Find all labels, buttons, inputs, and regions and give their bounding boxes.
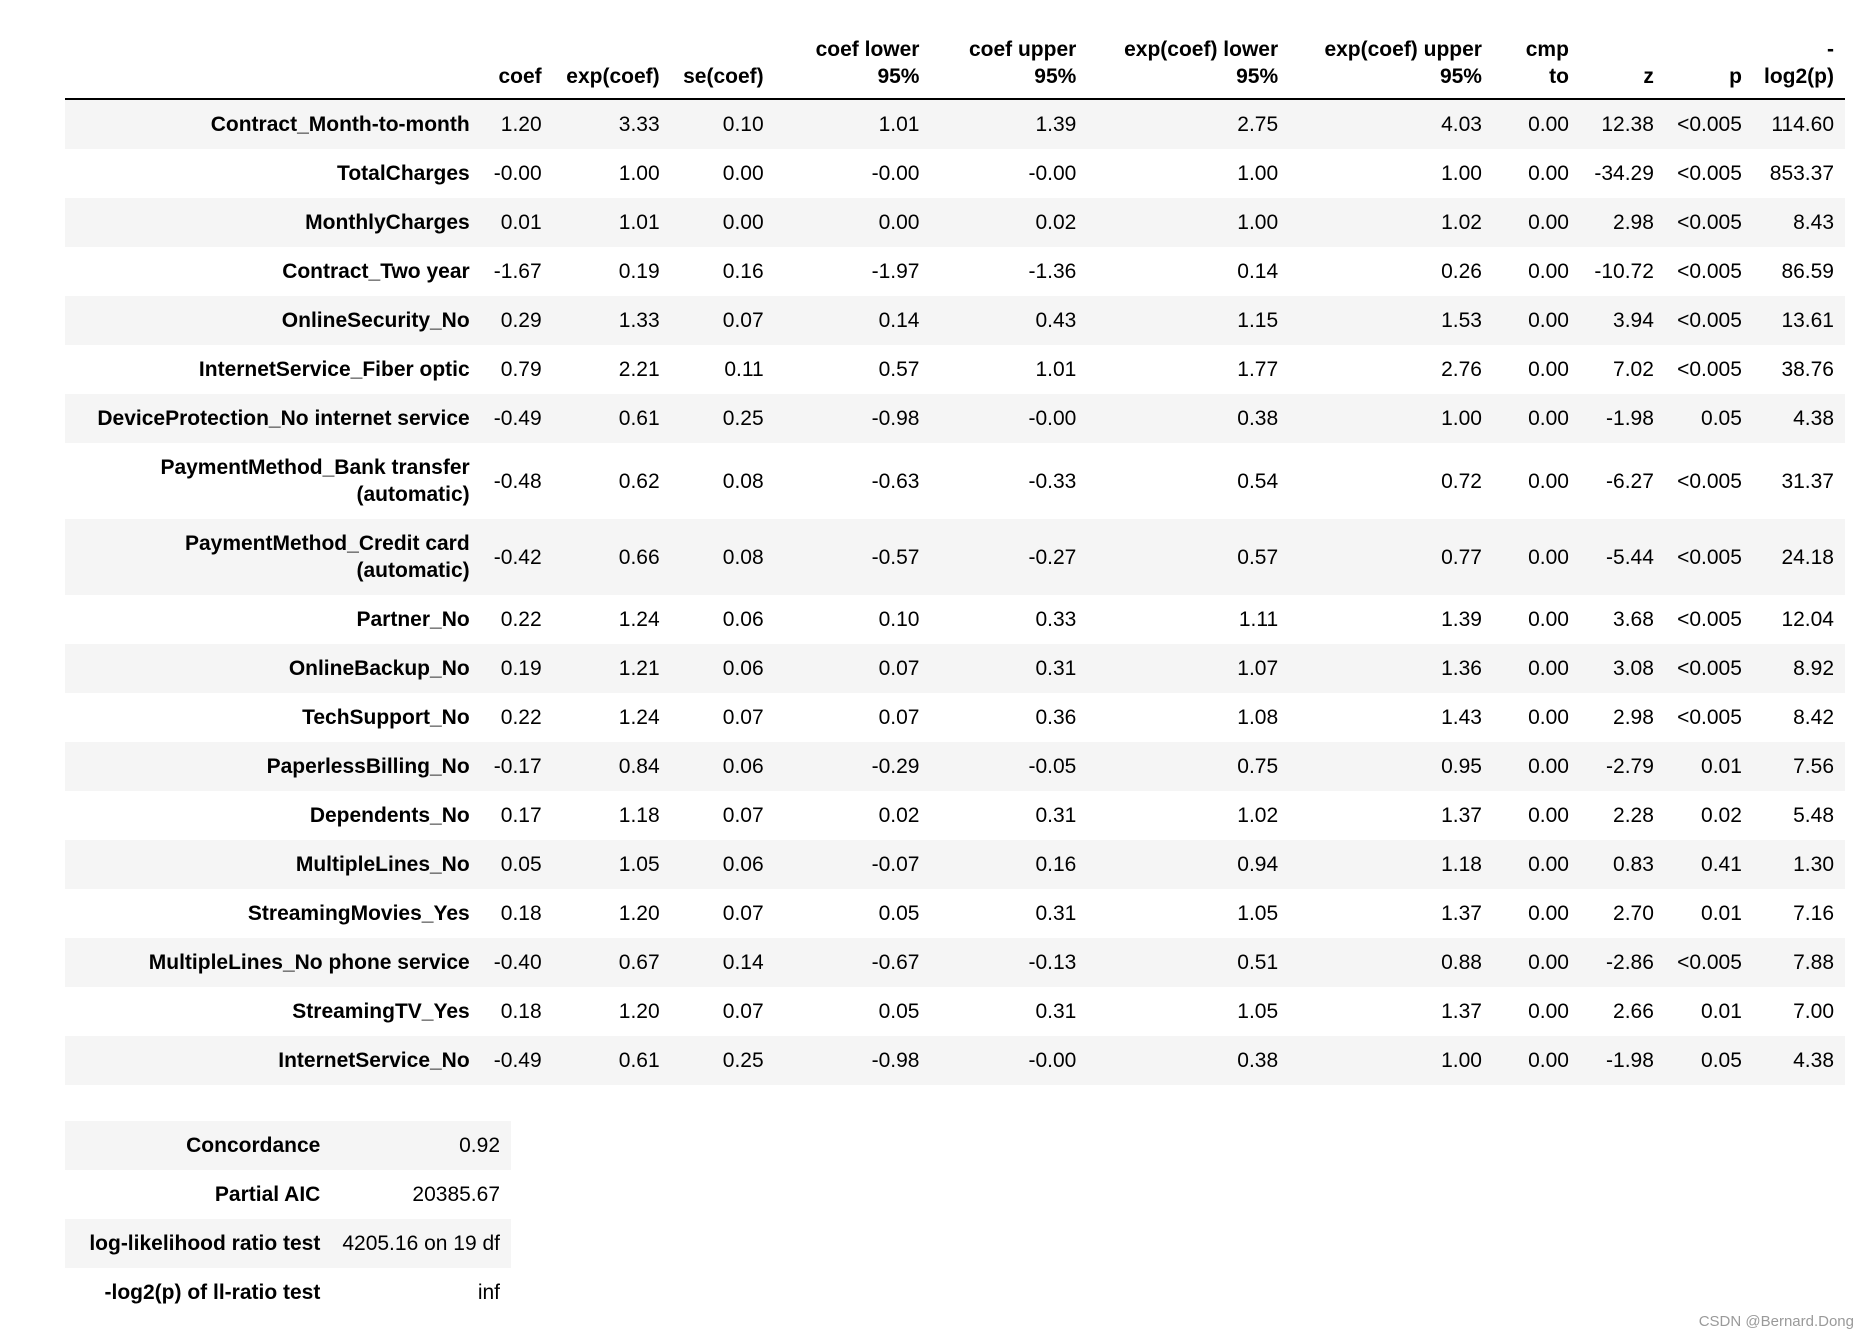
coef-lower-cell: -0.98 <box>871 1049 920 1072</box>
z-header: z <box>1643 65 1654 88</box>
exp-coef-upper-cell: 2.76 <box>1441 358 1482 381</box>
z-cell: 3.68 <box>1613 608 1654 631</box>
covariate-name: Dependents_No <box>309 804 470 827</box>
se-coef-cell: 0.07 <box>722 309 764 332</box>
coef-cell: -1.67 <box>493 260 542 283</box>
p-cell: <0.005 <box>1677 211 1742 234</box>
table-row <box>65 443 1845 519</box>
z-cell: -10.72 <box>1594 260 1654 283</box>
cmp-to-cell: 0.00 <box>1528 804 1569 827</box>
coef-upper-cell: -0.00 <box>1028 1049 1077 1072</box>
se-coef-cell: 0.07 <box>722 902 764 925</box>
exp-coef-lower-cell: 0.51 <box>1237 951 1279 974</box>
coef-cell: 0.79 <box>500 358 542 381</box>
covariate-name: OnlineBackup_No <box>288 657 470 680</box>
table-row <box>65 247 1845 296</box>
exp-coef-cell: 1.21 <box>618 657 660 680</box>
coef-cell: -0.49 <box>493 1049 542 1072</box>
exp-coef-upper-cell: 1.37 <box>1441 902 1482 925</box>
coef-lower-cell: -0.07 <box>871 853 920 876</box>
neg-log2-p-cell: 5.48 <box>1793 804 1834 827</box>
exp-coef-upper-cell: 0.88 <box>1441 951 1482 974</box>
coef-cell: 0.22 <box>500 608 542 631</box>
exp-coef-upper-cell: 1.18 <box>1441 853 1482 876</box>
coef-lower-cell: 0.10 <box>878 608 920 631</box>
exp-coef-cell: 3.33 <box>618 113 660 136</box>
cmp-to-cell: 0.00 <box>1528 853 1569 876</box>
se-coef-cell: 0.11 <box>724 358 764 381</box>
table-row <box>65 693 1845 742</box>
coef-lower-cell: -0.67 <box>871 951 920 974</box>
se-coef-cell: 0.06 <box>722 657 764 680</box>
coef-upper-cell: 0.36 <box>1035 706 1077 729</box>
summary-label: Partial AIC <box>214 1182 321 1206</box>
covariate-name: Contract_Two year <box>282 260 470 283</box>
p-cell: <0.005 <box>1677 358 1742 381</box>
summary-value: inf <box>477 1280 500 1304</box>
exp-coef-lower-cell: 1.02 <box>1237 804 1279 827</box>
covariate-name: PaperlessBilling_No <box>266 755 470 778</box>
z-cell: -6.27 <box>1606 469 1654 493</box>
se-coef-cell: 0.06 <box>722 608 764 631</box>
covariate-name: DeviceProtection_No internet service <box>97 407 470 430</box>
neg-log2-p-cell: 853.37 <box>1769 162 1834 185</box>
z-cell: -5.44 <box>1606 545 1654 569</box>
table-header-row <box>65 36 1845 99</box>
p-cell: <0.005 <box>1677 260 1742 283</box>
z-cell: -34.29 <box>1594 162 1654 185</box>
summary-row <box>65 1121 511 1170</box>
coef-upper-95-header: coef upper 95% <box>968 38 1077 88</box>
table-row <box>65 889 1845 938</box>
table-row <box>65 296 1845 345</box>
coef-cell: -0.40 <box>493 951 542 974</box>
coef-cell: 0.18 <box>500 902 542 925</box>
exp-coef-lower-cell: 1.00 <box>1237 211 1279 234</box>
coef-cell: 0.29 <box>500 309 542 332</box>
p-cell: <0.005 <box>1677 309 1742 332</box>
coef-cell: 0.17 <box>500 804 542 827</box>
p-cell: <0.005 <box>1677 608 1742 631</box>
covariate-name: InternetService_Fiber optic <box>198 358 470 381</box>
summary-value: 0.92 <box>459 1133 500 1157</box>
summary-row <box>65 1219 511 1268</box>
p-cell: <0.005 <box>1677 162 1742 185</box>
p-cell: 0.01 <box>1701 755 1742 778</box>
neg-log2-p-cell: 12.04 <box>1781 608 1834 631</box>
coef-upper-cell: 1.39 <box>1035 113 1077 136</box>
cmp-to-cell: 0.00 <box>1528 407 1569 430</box>
coef-cell: 0.22 <box>500 706 542 729</box>
table-row <box>65 742 1845 791</box>
cmp-to-cell: 0.00 <box>1528 755 1569 778</box>
exp-coef-cell: 1.20 <box>618 1000 660 1023</box>
coef-cell: -0.49 <box>493 407 542 430</box>
exp-coef-lower-cell: 1.11 <box>1238 608 1279 631</box>
p-cell: <0.005 <box>1677 951 1742 974</box>
se-coef-cell: 0.07 <box>722 804 764 827</box>
covariate-name: TechSupport_No <box>302 706 470 729</box>
p-header: p <box>1729 65 1742 88</box>
se-coef-cell: 0.07 <box>722 1000 764 1023</box>
covariate-name: InternetService_No <box>278 1049 470 1072</box>
exp-coef-header: exp(coef) <box>566 65 660 88</box>
exp-coef-cell: 1.20 <box>618 902 660 925</box>
se-coef-cell: 0.16 <box>722 260 764 283</box>
coef-lower-cell: 0.57 <box>878 358 920 381</box>
table-row <box>65 345 1845 394</box>
exp-coef-lower-cell: 1.77 <box>1237 358 1279 381</box>
summary-body <box>65 1121 511 1317</box>
exp-coef-cell: 0.84 <box>618 755 660 778</box>
exp-coef-upper-cell: 1.02 <box>1441 211 1482 234</box>
p-cell: <0.005 <box>1677 657 1742 680</box>
coef-lower-cell: -0.63 <box>871 469 920 493</box>
z-cell: 3.94 <box>1613 309 1654 332</box>
table-row <box>65 99 1845 149</box>
coef-lower-cell: 0.07 <box>878 657 920 680</box>
table-body <box>65 99 1845 1085</box>
summary-value: 20385.67 <box>412 1182 500 1206</box>
cmp-to-cell: 0.00 <box>1528 162 1569 185</box>
coef-upper-cell: 0.43 <box>1035 309 1077 332</box>
exp-coef-cell: 1.24 <box>618 706 660 729</box>
p-cell: <0.005 <box>1677 113 1742 136</box>
exp-coef-cell: 0.62 <box>618 469 660 493</box>
exp-coef-cell: 1.05 <box>618 853 660 876</box>
table-row <box>65 519 1845 595</box>
table-row <box>65 595 1845 644</box>
covariate-name: TotalCharges <box>337 162 470 185</box>
cmp-to-cell: 0.00 <box>1528 211 1569 234</box>
coef-upper-cell: -0.00 <box>1028 407 1077 430</box>
z-cell: -1.98 <box>1606 1049 1654 1072</box>
coef-upper-cell: 0.31 <box>1035 902 1077 925</box>
coef-lower-cell: -0.29 <box>871 755 920 778</box>
se-coef-cell: 0.00 <box>722 211 764 234</box>
exp-coef-lower-cell: 0.57 <box>1237 545 1279 569</box>
z-cell: 0.83 <box>1613 853 1654 876</box>
cmp-to-cell: 0.00 <box>1528 545 1569 569</box>
neg-log2-p-cell: 1.30 <box>1793 853 1834 876</box>
z-cell: 3.08 <box>1613 657 1654 680</box>
cmp-to-cell: 0.00 <box>1528 951 1569 974</box>
coef-upper-cell: -0.27 <box>1028 545 1077 569</box>
neg-log2-p-cell: 4.38 <box>1793 407 1834 430</box>
coef-upper-cell: 0.31 <box>1035 804 1077 827</box>
exp-coef-lower-cell: 1.08 <box>1237 706 1279 729</box>
cmp-to-cell: 0.00 <box>1528 902 1569 925</box>
se-coef-cell: 0.25 <box>722 1049 764 1072</box>
exp-coef-cell: 0.19 <box>618 260 660 283</box>
exp-coef-cell: 1.01 <box>618 211 660 234</box>
exp-coef-cell: 0.61 <box>618 407 660 430</box>
exp-coef-cell: 0.66 <box>618 545 660 569</box>
exp-coef-upper-cell: 0.77 <box>1441 545 1482 569</box>
exp-coef-upper-cell: 0.26 <box>1441 260 1482 283</box>
model-summary-table <box>65 1121 511 1317</box>
z-cell: 2.70 <box>1613 902 1654 925</box>
covariate-name: Partner_No <box>356 608 470 631</box>
p-cell: 0.41 <box>1701 853 1742 876</box>
se-coef-cell: 0.25 <box>722 407 764 430</box>
exp-coef-lower-cell: 1.05 <box>1237 1000 1279 1023</box>
coef-upper-cell: 0.31 <box>1035 1000 1077 1023</box>
covariate-name: MonthlyCharges <box>305 211 470 234</box>
exp-coef-upper-cell: 4.03 <box>1441 113 1482 136</box>
se-coef-cell: 0.14 <box>722 951 764 974</box>
z-cell: 2.98 <box>1613 211 1654 234</box>
neg-log2-p-cell: 38.76 <box>1781 358 1834 381</box>
coef-cell: -0.00 <box>493 162 542 185</box>
exp-coef-lower-cell: 0.14 <box>1237 260 1279 283</box>
exp-coef-upper-cell: 0.95 <box>1441 755 1482 778</box>
coef-lower-cell: 1.01 <box>878 113 920 136</box>
exp-coef-lower-cell: 0.75 <box>1237 755 1279 778</box>
neg-log2-p-header: - log2(p) <box>1764 38 1834 88</box>
exp-coef-cell: 1.33 <box>618 309 660 332</box>
coef-cell: -0.48 <box>493 469 542 493</box>
cmp-to-cell: 0.00 <box>1528 113 1569 136</box>
neg-log2-p-cell: 7.00 <box>1793 1000 1834 1023</box>
z-cell: -1.98 <box>1606 407 1654 430</box>
exp-coef-upper-cell: 1.39 <box>1441 608 1482 631</box>
summary-row <box>65 1268 511 1317</box>
exp-coef-lower-cell: 0.54 <box>1237 469 1279 493</box>
neg-log2-p-cell: 8.92 <box>1793 657 1834 680</box>
cox-model-coefficients-table <box>65 36 1845 1085</box>
coef-lower-cell: 0.14 <box>878 309 920 332</box>
table-row <box>65 644 1845 693</box>
exp-coef-lower-cell: 1.00 <box>1237 162 1279 185</box>
exp-coef-cell: 1.24 <box>618 608 660 631</box>
summary-label: -log2(p) of ll-ratio test <box>104 1280 321 1304</box>
coef-upper-cell: 0.31 <box>1035 657 1077 680</box>
p-cell: <0.005 <box>1677 469 1742 493</box>
table-row <box>65 840 1845 889</box>
exp-coef-cell: 0.67 <box>618 951 660 974</box>
covariate-name: StreamingTV_Yes <box>292 1000 470 1023</box>
covariate-name: PaymentMethod_Bank transfer (automatic) <box>160 456 470 506</box>
coef-cell: -0.17 <box>493 755 542 778</box>
coef-upper-cell: -0.13 <box>1028 951 1077 974</box>
table-row <box>65 938 1845 987</box>
coef-upper-cell: -0.05 <box>1028 755 1077 778</box>
exp-coef-lower-95-header: exp(coef) lower 95% <box>1124 38 1279 88</box>
exp-coef-upper-95-header: exp(coef) upper 95% <box>1324 38 1482 88</box>
coef-upper-cell: -1.36 <box>1028 260 1077 283</box>
exp-coef-cell: 0.61 <box>618 1049 660 1072</box>
se-coef-cell: 0.07 <box>722 706 764 729</box>
neg-log2-p-cell: 24.18 <box>1781 545 1834 569</box>
summary-label: Concordance <box>186 1133 321 1157</box>
neg-log2-p-cell: 7.16 <box>1793 902 1834 925</box>
se-coef-cell: 0.00 <box>722 162 764 185</box>
se-coef-cell: 0.06 <box>722 853 764 876</box>
neg-log2-p-cell: 114.60 <box>1771 113 1834 136</box>
exp-coef-lower-cell: 1.05 <box>1237 902 1279 925</box>
neg-log2-p-cell: 7.56 <box>1793 755 1834 778</box>
se-coef-cell: 0.10 <box>722 113 764 136</box>
exp-coef-cell: 2.21 <box>618 358 660 381</box>
table-row <box>65 198 1845 247</box>
coef-lower-cell: -0.00 <box>871 162 920 185</box>
covariate-header <box>65 36 481 99</box>
z-cell: 2.98 <box>1613 706 1654 729</box>
exp-coef-upper-cell: 1.00 <box>1441 407 1482 430</box>
cmp-to-cell: 0.00 <box>1528 706 1569 729</box>
p-cell: 0.05 <box>1701 1049 1742 1072</box>
coef-cell: 0.19 <box>500 657 542 680</box>
z-cell: 2.28 <box>1613 804 1654 827</box>
coef-upper-cell: 0.02 <box>1035 211 1077 234</box>
covariate-name: MultipleLines_No <box>295 853 470 876</box>
coef-lower-cell: 0.05 <box>878 1000 920 1023</box>
se-coef-cell: 0.08 <box>722 469 764 493</box>
exp-coef-lower-cell: 0.94 <box>1237 853 1279 876</box>
table-row <box>65 1036 1845 1085</box>
neg-log2-p-cell: 86.59 <box>1781 260 1834 283</box>
summary-value: 4205.16 on 19 df <box>342 1231 500 1255</box>
table-row <box>65 394 1845 443</box>
exp-coef-upper-cell: 1.43 <box>1441 706 1482 729</box>
table-row <box>65 791 1845 840</box>
coef-upper-cell: -0.00 <box>1028 162 1077 185</box>
neg-log2-p-cell: 8.43 <box>1793 211 1834 234</box>
p-cell: 0.01 <box>1701 902 1742 925</box>
p-cell: <0.005 <box>1677 706 1742 729</box>
covariate-name: Contract_Month-to-month <box>210 113 470 136</box>
z-cell: -2.86 <box>1606 951 1654 974</box>
covariate-name: OnlineSecurity_No <box>281 309 470 332</box>
cmp-to-cell: 0.00 <box>1528 358 1569 381</box>
cmp-to-cell: 0.00 <box>1528 309 1569 332</box>
cmp-to-cell: 0.00 <box>1528 657 1569 680</box>
coef-lower-cell: -0.98 <box>871 407 920 430</box>
covariate-name: PaymentMethod_Credit card (automatic) <box>184 532 470 582</box>
p-cell: 0.02 <box>1701 804 1742 827</box>
z-cell: 7.02 <box>1613 358 1654 381</box>
exp-coef-upper-cell: 1.37 <box>1441 1000 1482 1023</box>
exp-coef-cell: 1.18 <box>618 804 660 827</box>
coef-cell: 0.05 <box>500 853 542 876</box>
coef-lower-cell: 0.02 <box>878 804 920 827</box>
coef-lower-cell: 0.00 <box>878 211 920 234</box>
exp-coef-lower-cell: 1.07 <box>1237 657 1279 680</box>
cmp-to-cell: 0.00 <box>1528 469 1569 493</box>
covariate-name: StreamingMovies_Yes <box>247 902 470 925</box>
p-cell: 0.05 <box>1701 407 1742 430</box>
se-coef-header: se(coef) <box>683 65 764 88</box>
coef-cell: 0.01 <box>500 211 542 234</box>
neg-log2-p-cell: 8.42 <box>1793 706 1834 729</box>
coef-cell: 0.18 <box>500 1000 542 1023</box>
summary-row <box>65 1170 511 1219</box>
coef-lower-cell: -0.57 <box>871 545 920 569</box>
exp-coef-upper-cell: 0.72 <box>1441 469 1482 493</box>
neg-log2-p-cell: 13.61 <box>1781 309 1834 332</box>
cmp-to-cell: 0.00 <box>1528 260 1569 283</box>
exp-coef-lower-cell: 1.15 <box>1237 309 1279 332</box>
watermark: CSDN @Bernard.Dong <box>1698 1313 1854 1330</box>
exp-coef-upper-cell: 1.36 <box>1441 657 1482 680</box>
exp-coef-upper-cell: 1.53 <box>1441 309 1482 332</box>
exp-coef-lower-cell: 2.75 <box>1237 113 1279 136</box>
coef-upper-cell: -0.33 <box>1028 469 1077 493</box>
cmp-to-cell: 0.00 <box>1528 608 1569 631</box>
coef-header: coef <box>498 65 542 88</box>
cmp-to-cell: 0.00 <box>1528 1049 1569 1072</box>
table-row <box>65 149 1845 198</box>
coef-upper-cell: 1.01 <box>1035 358 1077 381</box>
exp-coef-upper-cell: 1.00 <box>1441 162 1482 185</box>
coef-cell: -0.42 <box>493 545 542 569</box>
coef-lower-95-header: coef lower 95% <box>815 38 920 88</box>
coef-lower-cell: 0.07 <box>878 706 920 729</box>
cmp-to-header: cmp to <box>1525 38 1569 88</box>
se-coef-cell: 0.08 <box>722 545 764 569</box>
exp-coef-upper-cell: 1.37 <box>1441 804 1482 827</box>
coef-upper-cell: 0.33 <box>1035 608 1077 631</box>
exp-coef-upper-cell: 1.00 <box>1441 1049 1482 1072</box>
neg-log2-p-cell: 7.88 <box>1793 951 1834 974</box>
z-cell: 12.38 <box>1601 113 1654 136</box>
coef-cell: 1.20 <box>500 113 542 136</box>
coef-lower-cell: -1.97 <box>871 260 920 283</box>
exp-coef-cell: 1.00 <box>618 162 660 185</box>
exp-coef-lower-cell: 0.38 <box>1237 1049 1279 1072</box>
neg-log2-p-cell: 4.38 <box>1793 1049 1834 1072</box>
coef-lower-cell: 0.05 <box>878 902 920 925</box>
cmp-to-cell: 0.00 <box>1528 1000 1569 1023</box>
coef-upper-cell: 0.16 <box>1035 853 1077 876</box>
summary-label: log-likelihood ratio test <box>89 1231 321 1255</box>
z-cell: 2.66 <box>1613 1000 1654 1023</box>
se-coef-cell: 0.06 <box>722 755 764 778</box>
exp-coef-lower-cell: 0.38 <box>1237 407 1279 430</box>
p-cell: <0.005 <box>1677 545 1742 569</box>
table-row <box>65 987 1845 1036</box>
z-cell: -2.79 <box>1606 755 1654 778</box>
neg-log2-p-cell: 31.37 <box>1781 469 1834 493</box>
p-cell: 0.01 <box>1701 1000 1742 1023</box>
covariate-name: MultipleLines_No phone service <box>148 951 470 974</box>
